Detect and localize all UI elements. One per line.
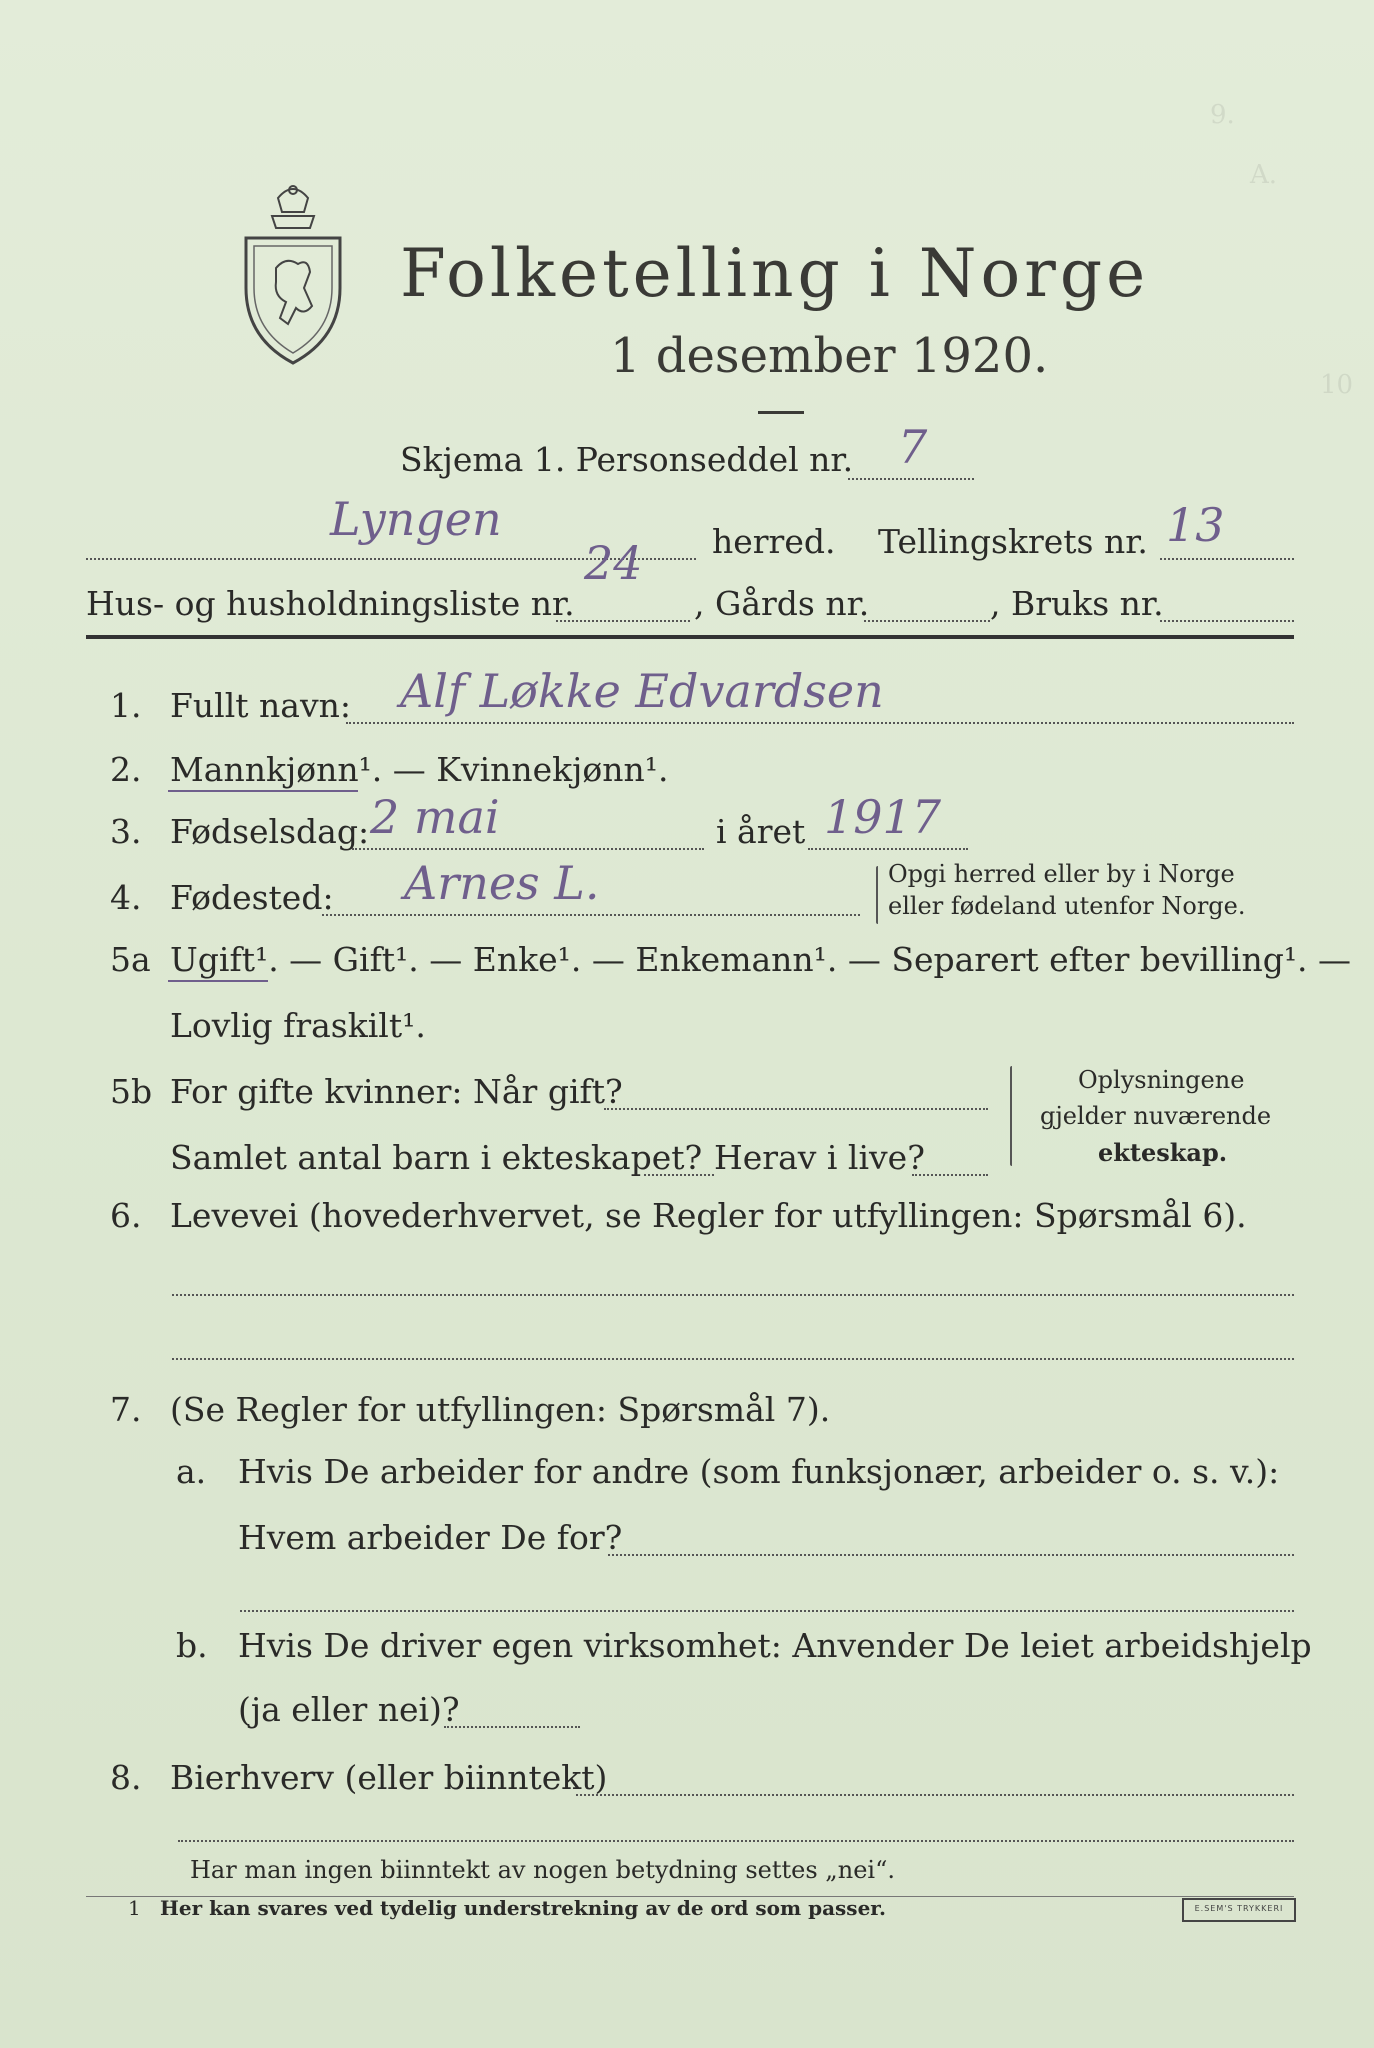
q5a-other-options[interactable]: — Gift¹. — Enke¹. — Enkemann¹. — Separert efter bevilling¹. — [278,940,1352,979]
q1-number: 1. [110,686,142,725]
q5b-number: 5b [110,1072,153,1111]
q3-birthday-value[interactable]: 2 mai [370,790,500,844]
q7b-yes-no-label: (ja eller nei)? [238,1690,460,1729]
q3-year-label: i året [716,812,806,851]
q6-line1[interactable] [172,1294,1294,1296]
q7a-letter: a. [176,1452,207,1491]
q5a-ugift-underline [168,980,268,982]
q7-label: (Se Regler for utfyllingen: Spørsmål 7). [170,1390,831,1429]
form-title: Folketelling i Norge [400,235,1150,312]
q7b-letter: b. [176,1626,208,1665]
q3-number: 3. [110,812,142,851]
q5a-fraskilt-option[interactable]: Lovlig fraskilt¹. [170,1006,426,1045]
footnote-number: 1 [128,1896,141,1920]
q4-label: Fødested: [170,878,334,917]
q8-number: 8. [110,1758,142,1797]
q2-female-option[interactable]: — Kvinnekjønn¹. [382,750,669,789]
q3-year-value[interactable]: 1917 [824,790,942,844]
q5a-number: 5a [110,940,151,979]
q8-label: Bierhverv (eller biinntekt) [170,1758,608,1797]
personseddel-nr-value[interactable]: 7 [898,420,928,474]
q5b-note-line1: Oplysningene [1078,1066,1245,1094]
husliste-label: Hus- og husholdningsliste nr. [86,584,575,623]
q7a-employer-line2[interactable] [240,1610,1294,1612]
title-divider [758,411,804,414]
husliste-nr-value[interactable]: 24 [584,536,643,590]
q4-note-line1: Opgi herred eller by i Norge [888,860,1235,888]
herred-label: herred. [712,522,836,561]
q7b-question: Hvis De driver egen virksomhet: Anvender De leiet arbeidshjelp [238,1626,1312,1665]
skjema-label: Skjema 1. Personseddel nr. [400,440,854,479]
nei-note: Har man ingen biinntekt av nogen betydning settes „nei“. [190,1856,895,1884]
q2-sex-options [170,750,669,789]
q5b-children-label: Samlet antal barn i ekteskapet? [170,1138,703,1177]
q5b-alive-label: Herav i live? [714,1138,925,1177]
q8-line2[interactable] [178,1840,1294,1842]
q4-number: 4. [110,878,142,917]
q1-full-name-value[interactable]: Alf Løkke Edvardsen [400,664,884,718]
header-rule [86,635,1294,639]
tellingskrets-label: Tellingskrets nr. [878,522,1148,561]
tellingskrets-nr-value[interactable]: 13 [1166,498,1225,552]
q6-number: 6. [110,1196,142,1235]
q3-label: Fødselsdag: [170,812,370,851]
q7-number: 7. [110,1390,142,1429]
census-date: 1 desember 1920. [610,328,1049,384]
q6-line2[interactable] [172,1358,1294,1360]
q8-line1[interactable] [576,1794,1294,1796]
printer-stamp: E.SEM'S TRYKKERI [1182,1898,1296,1922]
coat-of-arms-icon [238,178,348,368]
q7b-yes-no-line[interactable] [444,1726,580,1728]
q5a-marital-options [170,940,1351,979]
q4-birthplace-value[interactable]: Arnes L. [404,856,600,910]
gards-label: , Gårds nr. [694,584,870,623]
q5b-note-line2: gjelder nuværende [1040,1102,1272,1130]
census-form-page: 9. A. 10 Folketelling i Norge 1 desember 1920. Skjema 1. Personseddel nr. 7 Lyngen herred. Tellingskrets nr. 13 Hus- og husholdningsliste nr. 24 , Gårds nr. , Bruks nr. 1. Fullt navn: Alf Løkke Edvardsen 2. Mannkjønn¹. — Kvinnekjønn¹. 3. Fødselsdag: 2 mai i året 1917 4. Fødested: Arnes L. Opgi herred eller by i Norge eller fødeland utenfor Norge. 5a Ugift¹. — Gift¹. — Enke¹. — Enkemann¹. — Separert efter bevilling¹. — Lovlig fraskilt¹. 5b For gifte kvinner: Når gift? Samlet antal barn i ekteskapet? Herav i live? Oplysningene gjelder nuværende ekteskap. 6. Levevei (hovederhvervet, se Regler for utfyllingen: Spørsmål 6). 7. (Se Regler for utfyllingen: Spørsmål 7). a. Hvis De arbeider for andre (som funksjonær, arbeider o. s. v.): Hvem arbeider De for? b. Hvis De driver egen virksomhet: Anvender De leiet arbeidshjelp (ja eller nei)? 8. Bierhverv (eller biinntekt) Har man ingen biinntekt av nogen betydning settes „nei“. 1 Her kan svares ved tydelig understrekning av de ord som passer. E.SEM'S TRYKKERI [0,0,1374,2048]
q7a-employer-label: Hvem arbeider De for? [238,1518,623,1557]
q2-number: 2. [110,750,142,789]
q5b-married-when-label: For gifte kvinner: Når gift? [170,1072,623,1111]
bruks-label: , Bruks nr. [990,584,1164,623]
q6-label: Levevei (hovederhvervet, se Regler for utfyllingen: Spørsmål 6). [170,1196,1247,1235]
herred-value[interactable]: Lyngen [330,492,502,546]
q2-male-option[interactable]: Mannkjønn¹. [170,750,383,789]
q7a-question: Hvis De arbeider for andre (som funksjonær, arbeider o. s. v.): [238,1452,1280,1491]
q5b-note-line3: ekteskap. [1098,1138,1228,1167]
q5a-ugift-option[interactable]: Ugift¹. [170,940,279,979]
footnote-text: Her kan svares ved tydelig understrekning av de ord som passer. [160,1896,886,1920]
q7a-employer-line[interactable] [608,1554,1294,1556]
q2-male-underline [168,790,358,792]
q4-note-line2: eller fødeland utenfor Norge. [888,892,1246,920]
q1-label: Fullt navn: [170,686,351,725]
